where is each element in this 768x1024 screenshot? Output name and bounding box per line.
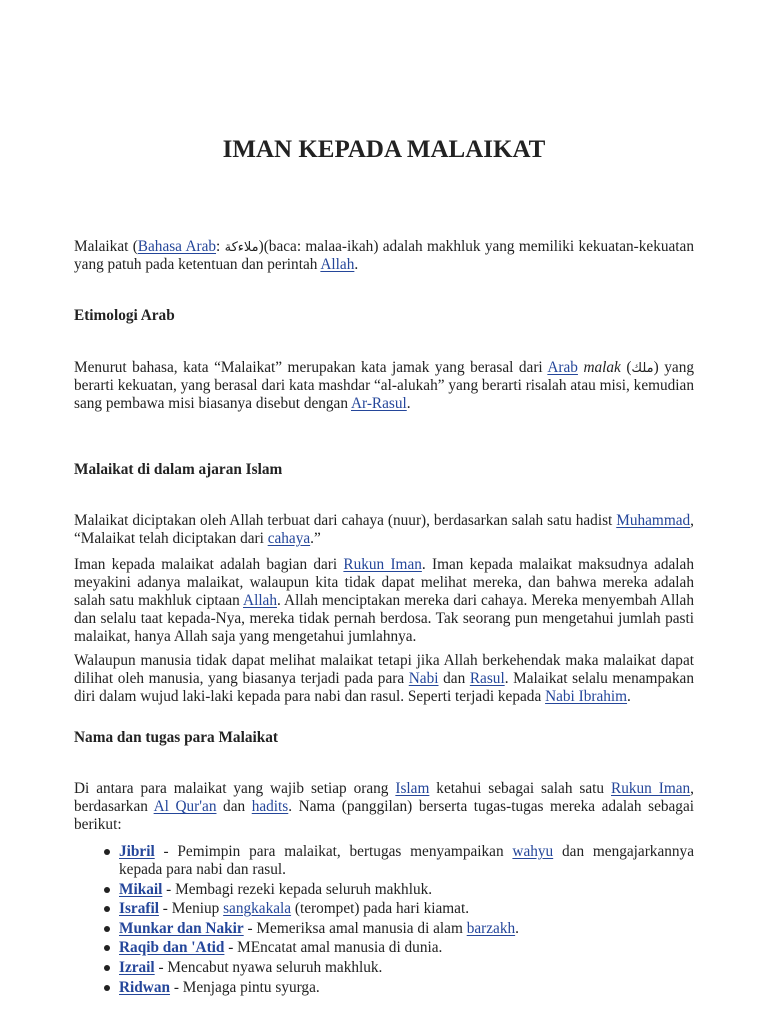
- allah-link[interactable]: Allah: [243, 592, 278, 609]
- rasul-link[interactable]: Rasul: [469, 670, 505, 687]
- mikail-link[interactable]: Mikail: [119, 880, 163, 898]
- list-item-izrail: [119, 959, 694, 977]
- etimologi-paragraph: [74, 359, 694, 413]
- list-item-israfil: [119, 900, 694, 918]
- islam-link[interactable]: Islam: [395, 780, 430, 797]
- page-title: IMAN KEPADA MALAIKAT: [222, 136, 546, 163]
- barzakh-link[interactable]: barzakh: [466, 919, 516, 937]
- intro-text: :: [216, 238, 225, 255]
- list-item-text: - Memeriksa amal manusia di alam: [243, 919, 467, 937]
- rukun-iman-link[interactable]: Rukun Iman: [611, 780, 691, 797]
- hadits-link[interactable]: hadits: [251, 798, 289, 815]
- list-item-text: - MEncatat amal manusia di dunia.: [224, 939, 443, 957]
- list-item-ridwan: [119, 979, 694, 997]
- etimologi-text: (: [620, 359, 632, 376]
- paragraph-text: Iman kepada malaikat adalah bagian dari: [74, 556, 344, 573]
- izrail-link[interactable]: Izrail: [119, 958, 155, 976]
- sangkakala-link[interactable]: sangkakala: [223, 900, 292, 918]
- ajaran-paragraph-2: [74, 556, 694, 646]
- paragraph-text: Malaikat diciptakan oleh Allah terbuat dari cahaya (nuur), berdasarkan salah satu hadist: [74, 512, 617, 529]
- rukun-iman-link[interactable]: Rukun Iman: [343, 556, 422, 573]
- nabi-ibrahim-link[interactable]: Nabi Ibrahim: [545, 688, 628, 705]
- list-item-text: - Membagi rezeki kepada seluruh makhluk.: [162, 880, 433, 898]
- list-item-text: - Pemimpin para malaikat, bertugas menyampaikan: [154, 843, 513, 860]
- jibril-link[interactable]: Jibril: [119, 843, 155, 860]
- bahasa-arab-link[interactable]: Bahasa Arab: [137, 238, 217, 255]
- paragraph-text: .”: [310, 530, 321, 547]
- list-item-text: dan mengajarkannya kepada para nabi dan rasul.: [119, 843, 694, 878]
- list-item-text: - Mencabut nyawa seluruh makhluk.: [154, 958, 383, 976]
- wahyu-link[interactable]: wahyu: [512, 843, 554, 860]
- nabi-link[interactable]: Nabi: [408, 670, 439, 687]
- muhammad-link[interactable]: Muhammad: [616, 512, 691, 529]
- etimologi-text: Menurut bahasa, kata “Malaikat” merupakan kata jamak yang berasal dari: [74, 359, 548, 376]
- etimologi-text: ) yang berarti kekuatan, yang berasal dari kata mashdar “al-alukah” yang berarti risalah atau misi, kemudian sang pembawa misi biasanya disebut dengan: [74, 359, 694, 412]
- paragraph-text: Di antara para malaikat yang wajib setiap orang: [74, 780, 396, 797]
- ridwan-link[interactable]: Ridwan: [119, 978, 171, 996]
- paragraph-text: dan: [438, 670, 470, 687]
- etimologi-text: .: [406, 395, 411, 412]
- intro-paragraph: [74, 238, 694, 274]
- paragraph-text: , berdasarkan: [74, 780, 694, 815]
- intro-text: )(baca: malaa-ikah) adalah makhluk yang memiliki kekuatan-kekuatan yang patuh pada ketentuan dan perintah: [74, 238, 694, 273]
- ajaran-paragraph-1: [74, 512, 694, 548]
- allah-link[interactable]: Allah: [320, 256, 355, 273]
- paragraph-text: dan: [216, 798, 252, 815]
- italic-term-malak: malak: [583, 359, 621, 376]
- raqib-dan-atid-link[interactable]: Raqib dan 'Atid: [119, 939, 225, 957]
- arabic-word-malaikat: ملاءكة: [224, 240, 259, 255]
- ajaran-paragraph-3: [74, 652, 694, 706]
- nama-tugas-paragraph: [74, 780, 694, 834]
- paragraph-text: . Allah menciptakan mereka dari cahaya. Mereka menyembah Allah dan selalu taat kepada-Nya, mereka tidak pernah berdosa. Tak seorang pun mengetahui jumlah pasti malaikat, hanya Allah saja yang mengetahui jumlahnya.: [74, 592, 694, 645]
- munkar-dan-nakir-link[interactable]: Munkar dan Nakir: [119, 919, 244, 937]
- list-item-munkar-nakir: [119, 920, 694, 938]
- list-item-jibril: [119, 843, 694, 879]
- paragraph-text: . Nama (panggilan) berserta tugas-tugas mereka adalah sebagai berikut:: [74, 798, 694, 833]
- al-quran-link[interactable]: Al Qur'an: [153, 798, 217, 815]
- list-item-text: - Menjaga pintu syurga.: [170, 978, 320, 996]
- intro-text: .: [354, 256, 359, 273]
- paragraph-text: ketahui sebagai salah satu: [429, 780, 611, 797]
- list-item-mikail: [119, 881, 694, 899]
- israfil-link[interactable]: Israfil: [119, 900, 159, 918]
- malaikat-task-list: [74, 843, 694, 997]
- document-page: [74, 0, 694, 998]
- paragraph-text: . Malaikat selalu menampakan diri dalam wujud laki-laki kepada para nabi dan rasul. Seperti terjadi kepada: [74, 670, 694, 705]
- section-heading-nama-tugas: Nama dan tugas para Malaikat: [74, 729, 278, 746]
- paragraph-text: .: [627, 688, 631, 705]
- list-item-text: (terompet) pada hari kiamat.: [291, 900, 470, 918]
- list-item-raqib-atid: [119, 939, 694, 957]
- cahaya-link[interactable]: cahaya: [267, 530, 311, 547]
- ar-rasul-link[interactable]: Ar-Rasul: [350, 395, 407, 412]
- paragraph-text: , “Malaikat telah diciptakan dari: [74, 512, 694, 547]
- section-heading-ajaran-islam: Malaikat di dalam ajaran Islam: [74, 461, 283, 478]
- arab-link[interactable]: Arab: [547, 359, 578, 376]
- paragraph-text: . Iman kepada malaikat maksudnya adalah meyakini adanya malaikat, walaupun kita tidak dapat melihat mereka, dan bahwa mereka adalah salah satu makhluk ciptaan: [74, 556, 694, 609]
- list-item-text: .: [515, 919, 519, 937]
- intro-text: Malaikat (: [74, 238, 138, 255]
- section-heading-etimologi: Etimologi Arab: [74, 307, 175, 324]
- list-item-text: - Meniup: [158, 900, 224, 918]
- arabic-word-malak: ملك: [631, 361, 654, 376]
- paragraph-text: Walaupun manusia tidak dapat melihat malaikat tetapi jika Allah berkehendak maka malaikat dapat dilihat oleh manusia, yang biasanya terjadi pada para: [74, 652, 694, 687]
